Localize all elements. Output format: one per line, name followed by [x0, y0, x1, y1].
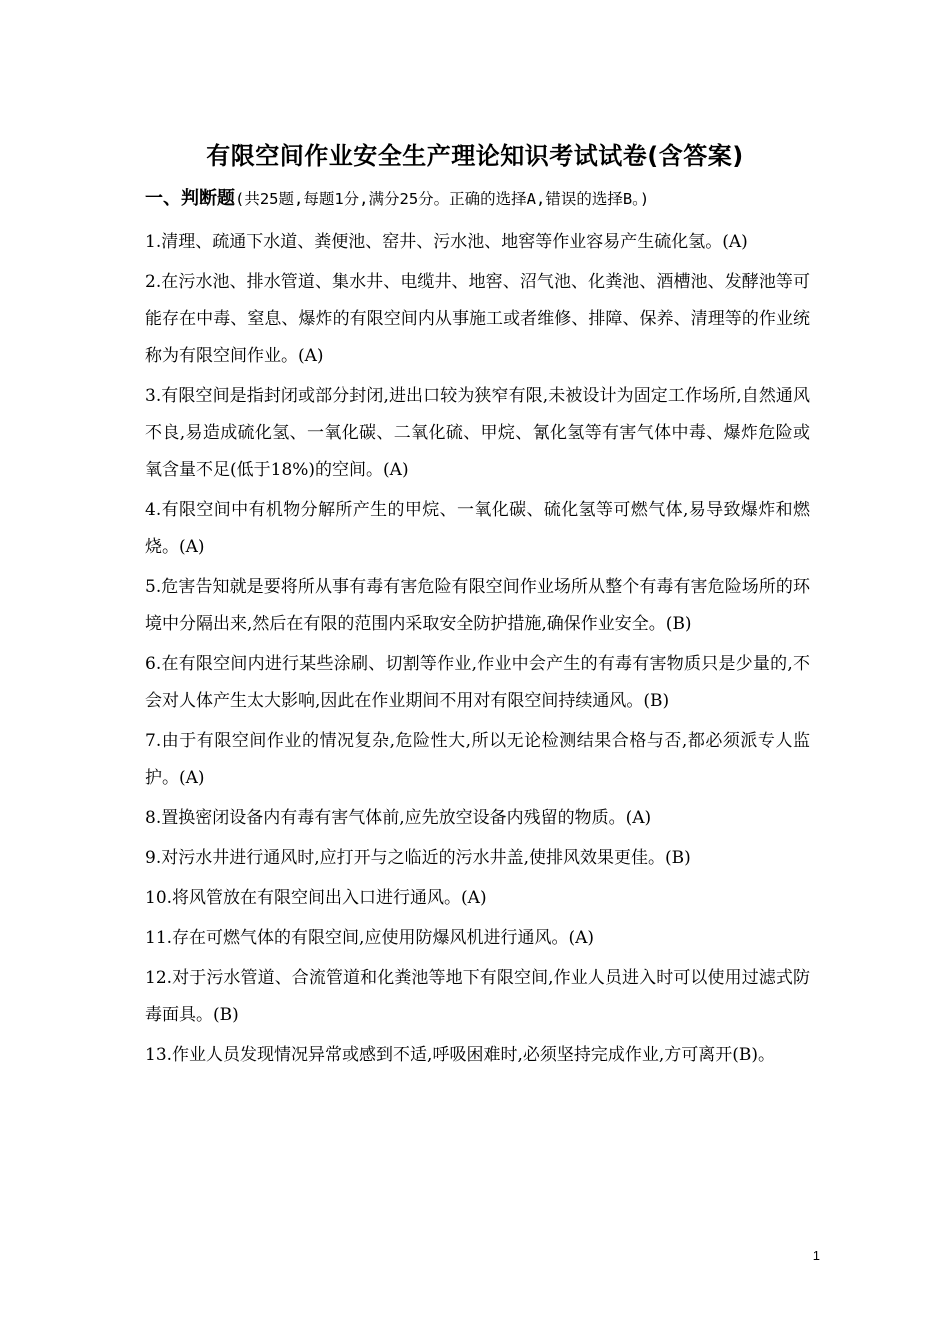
question-list	[145, 224, 810, 1077]
section-instructions: (共25题,每题1分,满分25分。正确的选择A,错误的选择B。)	[235, 190, 650, 208]
section-title: 一、判断题	[145, 188, 235, 209]
question-item: 9.对污水井进行通风时,应打开与之临近的污水井盖,使排风效果更佳。(B)	[145, 848, 691, 868]
question-item: 4.有限空间中有机物分解所产生的甲烷、一氧化碳、硫化氢等可燃气体,易导致爆炸和燃烧。(A)	[145, 500, 810, 557]
question-item: 2.在污水池、排水管道、集水井、电缆井、地窖、沼气池、化粪池、酒槽池、发酵池等可能存在中毒、窒息、爆炸的有限空间内从事施工或者维修、排障、保养、清理等的作业统称为有限空间作业。(A)	[145, 272, 810, 366]
document-title: 有限空间作业安全生产理论知识考试试卷(含答案)	[206, 142, 744, 170]
page-number: 1	[812, 1248, 820, 1263]
question-item: 7.由于有限空间作业的情况复杂,危险性大,所以无论检测结果合格与否,都必须派专人监护。(A)	[145, 731, 810, 788]
question-item: 12.对于污水管道、合流管道和化粪池等地下有限空间,作业人员进入时可以使用过滤式防毒面具。(B)	[145, 968, 810, 1025]
question-item: 10.将风管放在有限空间出入口进行通风。(A)	[145, 888, 487, 908]
section-heading	[145, 184, 825, 214]
question-item: 3.有限空间是指封闭或部分封闭,进出口较为狭窄有限,未被设计为固定工作场所,自然通风不良,易造成硫化氢、一氧化碳、二氧化硫、甲烷、氰化氢等有害气体中毒、爆炸危险或氧含量不足(低于18%)的空间。(A)	[145, 386, 810, 480]
question-item: 5.危害告知就是要将所从事有毒有害危险有限空间作业场所从整个有毒有害危险场所的环境中分隔出来,然后在有限的范围内采取安全防护措施,确保作业安全。(B)	[145, 577, 810, 634]
question-item: 13.作业人员发现情况异常或感到不适,呼吸困难时,必须坚持完成作业,方可离开(B)。	[145, 1045, 776, 1065]
question-item: 8.置换密闭设备内有毒有害气体前,应先放空设备内残留的物质。(A)	[145, 808, 652, 828]
question-item: 1.清理、疏通下水道、粪便池、窑井、污水池、地窖等作业容易产生硫化氢。(A)	[145, 232, 748, 252]
question-item: 6.在有限空间内进行某些涂刷、切割等作业,作业中会产生的有毒有害物质只是少量的,不会对人体产生太大影响,因此在作业期间不用对有限空间持续通风。(B)	[145, 654, 810, 711]
question-item: 11.存在可燃气体的有限空间,应使用防爆风机进行通风。(A)	[145, 928, 594, 948]
